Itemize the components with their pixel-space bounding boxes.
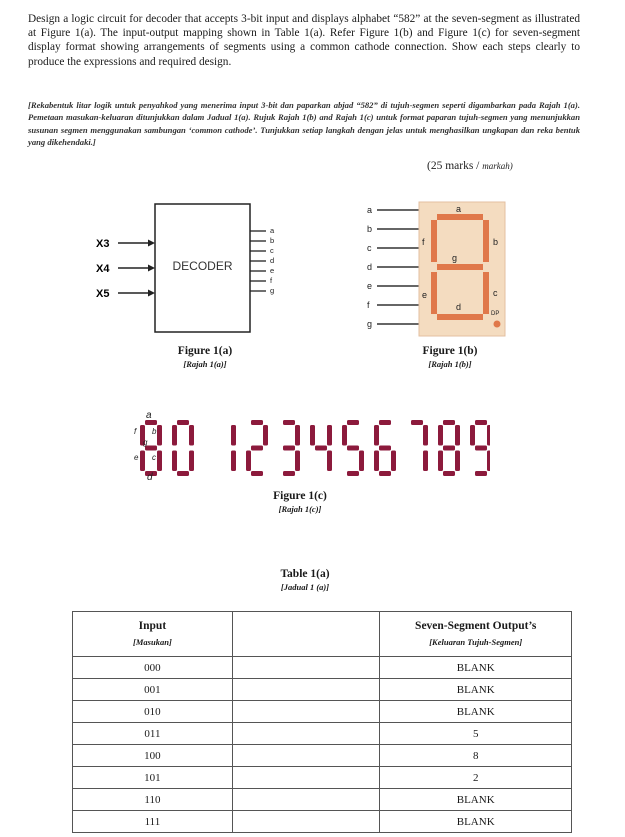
figure-1c-title: Figure 1(c) — [273, 490, 327, 502]
digit-6-segment-f — [342, 425, 347, 446]
output-label-g: g — [270, 286, 275, 295]
cell-input: 001 — [73, 679, 233, 701]
digit-2-segment-b — [231, 425, 236, 446]
figure-1b-title-malay: [Rajah 1(b)] — [428, 359, 472, 369]
digit-6-segment-c — [359, 451, 364, 472]
digit-9-segment-g — [443, 446, 455, 451]
segment-d — [437, 314, 483, 320]
pin-label-b: b — [367, 224, 373, 234]
figure-1a-title: Figure 1(a) — [177, 345, 233, 357]
output-label-b: b — [270, 236, 275, 245]
digit-7 — [374, 420, 396, 476]
digit-0-segment-b — [157, 425, 162, 446]
cell-blank — [232, 811, 380, 833]
digit-1-segment-b — [189, 425, 194, 446]
pin-label-e: e — [367, 281, 373, 291]
marks-label — [427, 160, 513, 172]
segment-label-e: e — [422, 290, 428, 300]
digit-8-segment-a — [411, 420, 423, 425]
strip-label-c: c — [152, 453, 156, 462]
cell-output: BLANK — [380, 657, 572, 679]
digit-7-segment-a — [379, 420, 391, 425]
table-row — [73, 789, 572, 811]
pin-label-c: c — [367, 243, 372, 253]
cell-output: BLANK — [380, 701, 572, 723]
segment-b — [483, 220, 489, 262]
digit-8-segment-f — [406, 425, 411, 446]
cell-input: 101 — [73, 767, 233, 789]
figure-1a-caption — [150, 344, 260, 370]
table-1a-caption — [250, 567, 360, 593]
cell-blank — [232, 701, 380, 723]
marks-text: (25 marks / — [427, 160, 480, 172]
digit-10-segment-g — [475, 446, 487, 451]
marks-text-malay: markah) — [482, 161, 513, 171]
digit-1-segment-d — [177, 471, 189, 476]
digit-3-segment-d — [251, 471, 263, 476]
digit-5-segment-b — [327, 425, 332, 446]
digit-4-segment-c — [295, 451, 300, 472]
digit-3-segment-a — [251, 420, 263, 425]
segment-c — [483, 272, 489, 314]
digit-8-segment-c — [423, 451, 428, 472]
question-text-malay: [Rekabentuk litar logik untuk penyahkod yang menerima input 3-bit dan paparkan abjad “582” di tujuh-segmen seperti digambarkan pada Rajah 1(a). Pemetaan masukan-keluaran ditunjukkan dalam Jadual 1(a). Rujuk Rajah 1(b) and Rajah 1(c) untuk format paparan tujuh-segmen yang menunjukkan susunan segmen menggunakan sambungan ‘common cathode’. Tunjukkan setiap langkah dengan jelas untuk menghasilkan ungkapan dan reka bentuk yang dikehendaki.] — [28, 100, 580, 148]
table-1a-title-malay: [Jadual 1 (a)] — [280, 582, 330, 592]
pin-label-f: f — [367, 300, 370, 310]
figure-1b-title: Figure 1(b) — [422, 345, 478, 357]
digit-10-segment-e — [470, 451, 475, 472]
pin-label-a: a — [367, 205, 373, 215]
input-label-x5: X5 — [96, 288, 110, 300]
digit-4-segment-e — [278, 451, 283, 472]
digit-2-segment-f — [214, 425, 219, 446]
digit-9-segment-d — [443, 471, 455, 476]
digit-10-segment-d — [475, 471, 487, 476]
digit-3 — [246, 420, 268, 476]
digit-4 — [278, 420, 300, 476]
digit-3-segment-e — [246, 451, 251, 472]
decoder-label: DECODER — [172, 259, 233, 273]
digit-7-segment-c — [391, 451, 396, 472]
table-header-row — [73, 612, 572, 657]
figure-1a-title-malay: [Rajah 1(a)] — [183, 359, 227, 369]
digit-3-segment-c — [263, 451, 268, 472]
digit-8-segment-g — [411, 446, 423, 451]
header-input — [73, 612, 233, 657]
question-text-english: Design a logic circuit for decoder that accepts 3-bit input and displays alphabet “582” at the seven-segment as illustrated at Figure 1(a). The input-output mapping shown in Table 1(a). Refer Figure 1(b) and Figure 1(c) for seven-segment display format showing arrangements of segments using a common cathode connection. Show each steps clearly to produce the expressions and required design. — [28, 13, 580, 68]
digit-8 — [406, 420, 428, 476]
digit-10-segment-a — [475, 420, 487, 425]
digit-6 — [342, 420, 364, 476]
digit-5-segment-g — [315, 446, 327, 451]
output-label-a: a — [270, 226, 275, 235]
decoder-inputs — [96, 238, 155, 300]
digit-9-segment-a — [443, 420, 455, 425]
segment-label-b: b — [493, 237, 499, 247]
strip-label-f: f — [134, 427, 137, 436]
table-row — [73, 767, 572, 789]
digit-0 — [140, 420, 162, 476]
cell-blank — [232, 679, 380, 701]
segment-g — [437, 264, 483, 270]
strip-label-e: e — [134, 453, 139, 462]
cell-input: 110 — [73, 789, 233, 811]
digit-9-segment-b — [455, 425, 460, 446]
digit-6-segment-a — [347, 420, 359, 425]
header-input-label: Input — [138, 620, 167, 632]
digit-6-segment-b — [359, 425, 364, 446]
digit-3-segment-f — [246, 425, 251, 446]
cell-output: 8 — [380, 745, 572, 767]
digit-9-segment-e — [438, 451, 443, 472]
digit-1-segment-f — [172, 425, 177, 446]
digit-7-segment-e — [374, 451, 379, 472]
digit-1-segment-c — [189, 451, 194, 472]
digit-2-segment-a — [219, 420, 231, 425]
figure-1a-decoder — [88, 198, 288, 338]
header-output-label: Seven-Segment Output’s — [415, 620, 537, 632]
table-row — [73, 657, 572, 679]
digit-9-segment-c — [455, 451, 460, 472]
digit-4-segment-f — [278, 425, 283, 446]
digit-4-segment-b — [295, 425, 300, 446]
digit-2-segment-d — [219, 471, 231, 476]
digit-4-segment-g — [283, 446, 295, 451]
digit-5-segment-d — [315, 471, 327, 476]
digit-8-segment-e — [406, 451, 411, 472]
digit-5-segment-e — [310, 451, 315, 472]
cell-input: 010 — [73, 701, 233, 723]
cell-input: 111 — [73, 811, 233, 833]
digit-4-segment-d — [283, 471, 295, 476]
cell-input: 100 — [73, 745, 233, 767]
cell-blank — [232, 745, 380, 767]
output-label-d: d — [270, 256, 275, 265]
pin-label-g: g — [367, 319, 373, 329]
cell-blank — [232, 723, 380, 745]
digit-5-segment-c — [327, 451, 332, 472]
digit-7-segment-b — [391, 425, 396, 446]
digit-4-segment-a — [283, 420, 295, 425]
strip-label-d: d — [147, 472, 153, 483]
cell-blank — [232, 657, 380, 679]
table-row — [73, 745, 572, 767]
segment-label-f: f — [422, 237, 425, 247]
digit-5 — [310, 420, 332, 476]
digit-0-segment-e — [140, 451, 145, 472]
cell-output: 5 — [380, 723, 572, 745]
output-label-f: f — [270, 276, 273, 285]
digit-strip-group — [140, 420, 490, 476]
digit-1 — [172, 420, 194, 476]
cell-blank — [232, 789, 380, 811]
table-row — [73, 701, 572, 723]
segment-label-g: g — [452, 253, 458, 263]
digit-3-segment-g — [251, 446, 263, 451]
strip-label-a: a — [146, 410, 152, 421]
header-output — [380, 612, 572, 657]
digit-2-segment-g — [219, 446, 231, 451]
cell-output: BLANK — [380, 789, 572, 811]
cell-output: BLANK — [380, 811, 572, 833]
cell-input: 000 — [73, 657, 233, 679]
strip-label-g: g — [143, 438, 148, 447]
segment-f — [431, 220, 437, 262]
cell-blank — [232, 767, 380, 789]
digit-7-segment-g — [379, 446, 391, 451]
cell-output: 2 — [380, 767, 572, 789]
digit-10-segment-c — [487, 451, 490, 472]
digit-10-segment-b — [487, 425, 490, 446]
input-label-x3: X3 — [96, 238, 110, 250]
digit-1-segment-g — [177, 446, 189, 451]
table-row — [73, 811, 572, 833]
digit-1-segment-e — [172, 451, 177, 472]
figure-1b-caption — [395, 344, 505, 370]
decoder-outputs — [250, 231, 266, 291]
digit-7-segment-d — [379, 471, 391, 476]
table-row — [73, 723, 572, 745]
digit-5-segment-a — [315, 420, 327, 425]
digit-6-segment-d — [347, 471, 359, 476]
digit-3-segment-b — [263, 425, 268, 446]
pin-label-d: d — [367, 262, 373, 272]
figure-1b-seven-segment — [365, 198, 515, 340]
digit-9 — [438, 420, 460, 476]
digit-8-segment-b — [423, 425, 428, 446]
digit-2-segment-e — [214, 451, 219, 472]
table-row — [73, 679, 572, 701]
digit-6-segment-g — [347, 446, 359, 451]
digit-10-segment-f — [470, 425, 475, 446]
digit-6-segment-e — [342, 451, 347, 472]
digit-0-segment-c — [157, 451, 162, 472]
output-label-e: e — [270, 266, 275, 275]
input-label-x4: X4 — [96, 263, 110, 275]
dp-label: DP — [491, 311, 500, 317]
digit-10 — [470, 420, 490, 476]
cell-input: 011 — [73, 723, 233, 745]
segment-e — [431, 272, 437, 314]
figure-1c-title-malay: [Rajah 1(c)] — [278, 504, 322, 514]
header-blank — [232, 612, 380, 657]
segment-label-a: a — [456, 204, 462, 214]
output-label-c: c — [270, 246, 274, 255]
display-pins — [377, 210, 419, 324]
figure-1c-digit-strip — [120, 408, 490, 486]
strip-label-b: b — [152, 427, 157, 436]
segment-a — [437, 214, 483, 220]
digit-2 — [214, 420, 236, 476]
segment-label-c: c — [493, 288, 498, 298]
segment-label-d: d — [456, 302, 462, 312]
header-input-malay: [Masukan] — [133, 637, 172, 647]
digit-1-segment-a — [177, 420, 189, 425]
figure-1c-caption — [245, 489, 355, 515]
digit-7-segment-f — [374, 425, 379, 446]
header-output-malay: [Keluaran Tujuh-Segmen] — [429, 637, 523, 647]
io-mapping-table — [72, 611, 572, 833]
digit-2-segment-c — [231, 451, 236, 472]
digit-8-segment-d — [411, 471, 423, 476]
decimal-point — [494, 321, 501, 328]
digit-5-segment-f — [310, 425, 315, 446]
digit-9-segment-f — [438, 425, 443, 446]
table-1a-title: Table 1(a) — [280, 568, 330, 580]
cell-output: BLANK — [380, 679, 572, 701]
